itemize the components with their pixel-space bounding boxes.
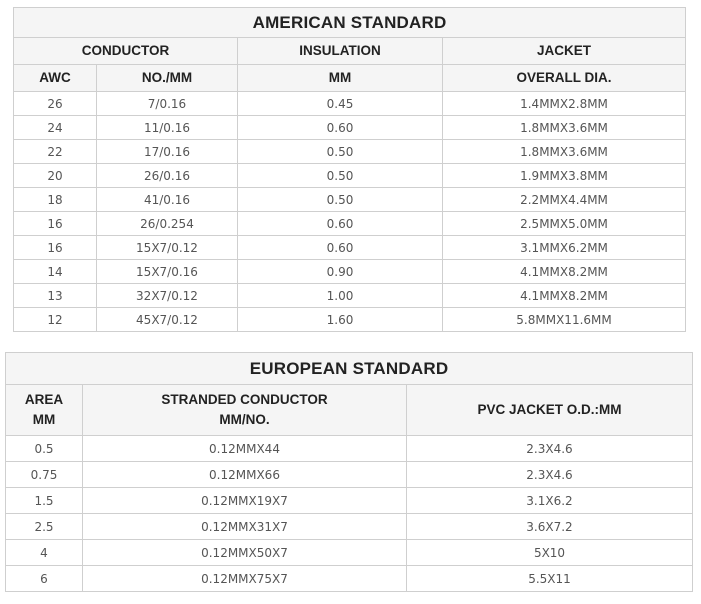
awc-cell: 16 — [14, 212, 97, 236]
area-header-line1: AREA — [24, 392, 64, 407]
stranded-conductor-header — [83, 385, 407, 436]
area-cell: 2.5 — [6, 514, 83, 540]
stranded-conductor-cell: 0.12MMX66 — [83, 462, 407, 488]
awc-cell: 13 — [14, 284, 97, 308]
overall-dia-cell: 2.5MMX5.0MM — [443, 212, 686, 236]
table-row — [14, 188, 686, 212]
awc-cell: 16 — [14, 236, 97, 260]
overall-dia-header: OVERALL DIA. — [443, 65, 686, 92]
european-standard-title: EUROPEAN STANDARD — [6, 353, 693, 385]
pvc-jacket-cell: 2.3X4.6 — [407, 462, 693, 488]
stranded-conductor-cell: 0.12MMX31X7 — [83, 514, 407, 540]
pvc-jacket-cell: 3.6X7.2 — [407, 514, 693, 540]
insulation-mm-cell: 0.60 — [238, 116, 443, 140]
conductor-header: CONDUCTOR — [14, 38, 238, 65]
awc-cell: 18 — [14, 188, 97, 212]
stranded-conductor-cell: 0.12MMX50X7 — [83, 540, 407, 566]
overall-dia-cell: 4.1MMX8.2MM — [443, 260, 686, 284]
table-row — [6, 514, 693, 540]
stranded-conductor-line1: STRANDED CONDUCTOR — [161, 392, 328, 407]
awc-header: AWC — [14, 65, 97, 92]
area-cell: 1.5 — [6, 488, 83, 514]
overall-dia-cell: 1.8MMX3.6MM — [443, 116, 686, 140]
insulation-mm-cell: 1.00 — [238, 284, 443, 308]
area-header-line2: MM — [32, 412, 56, 427]
awc-cell: 12 — [14, 308, 97, 332]
no-mm-cell: 15X7/0.16 — [97, 260, 238, 284]
table-row — [6, 488, 693, 514]
awc-cell: 22 — [14, 140, 97, 164]
insulation-mm-cell: 0.50 — [238, 164, 443, 188]
table-row — [6, 462, 693, 488]
table-row — [14, 308, 686, 332]
insulation-mm-cell: 0.60 — [238, 212, 443, 236]
table-row — [14, 164, 686, 188]
overall-dia-cell: 1.4MMX2.8MM — [443, 92, 686, 116]
overall-dia-cell: 1.9MMX3.8MM — [443, 164, 686, 188]
area-header — [6, 385, 83, 436]
awc-cell: 20 — [14, 164, 97, 188]
area-cell: 0.5 — [6, 436, 83, 462]
no-mm-cell: 11/0.16 — [97, 116, 238, 140]
area-cell: 0.75 — [6, 462, 83, 488]
insulation-mm-cell: 0.60 — [238, 236, 443, 260]
european-standard-table — [5, 352, 693, 592]
no-mm-cell: 7/0.16 — [97, 92, 238, 116]
table-row — [6, 436, 693, 462]
american-standard-title: AMERICAN STANDARD — [14, 8, 686, 38]
pvc-jacket-cell: 5X10 — [407, 540, 693, 566]
insulation-mm-cell: 0.45 — [238, 92, 443, 116]
table-row — [14, 140, 686, 164]
table-row — [14, 212, 686, 236]
overall-dia-cell: 3.1MMX6.2MM — [443, 236, 686, 260]
overall-dia-cell: 1.8MMX3.6MM — [443, 140, 686, 164]
no-mm-cell: 17/0.16 — [97, 140, 238, 164]
overall-dia-cell: 4.1MMX8.2MM — [443, 284, 686, 308]
no-mm-cell: 41/0.16 — [97, 188, 238, 212]
insulation-mm-cell: 0.50 — [238, 140, 443, 164]
awc-cell: 26 — [14, 92, 97, 116]
area-cell: 4 — [6, 540, 83, 566]
no-mm-cell: 26/0.254 — [97, 212, 238, 236]
insulation-mm-cell: 0.90 — [238, 260, 443, 284]
stranded-conductor-line2: MM/NO. — [219, 412, 270, 427]
insulation-header: INSULATION — [238, 38, 443, 65]
pvc-jacket-cell: 3.1X6.2 — [407, 488, 693, 514]
stranded-conductor-cell: 0.12MMX19X7 — [83, 488, 407, 514]
table-row — [14, 284, 686, 308]
stranded-conductor-cell: 0.12MMX75X7 — [83, 566, 407, 592]
table-row — [14, 92, 686, 116]
overall-dia-cell: 5.8MMX11.6MM — [443, 308, 686, 332]
awc-cell: 24 — [14, 116, 97, 140]
insulation-mm-cell: 0.50 — [238, 188, 443, 212]
insulation-mm-cell: 1.60 — [238, 308, 443, 332]
jacket-header: JACKET — [443, 38, 686, 65]
pvc-jacket-cell: 2.3X4.6 — [407, 436, 693, 462]
no-mm-cell: 45X7/0.12 — [97, 308, 238, 332]
pvc-jacket-header: PVC JACKET O.D.:MM — [407, 385, 693, 436]
pvc-jacket-cell: 5.5X11 — [407, 566, 693, 592]
area-cell: 6 — [6, 566, 83, 592]
table-row — [14, 236, 686, 260]
table-row — [14, 116, 686, 140]
no-mm-header: NO./MM — [97, 65, 238, 92]
overall-dia-cell: 2.2MMX4.4MM — [443, 188, 686, 212]
stranded-conductor-cell: 0.12MMX44 — [83, 436, 407, 462]
no-mm-cell: 32X7/0.12 — [97, 284, 238, 308]
table-row — [6, 540, 693, 566]
table-row — [6, 566, 693, 592]
table-row — [14, 260, 686, 284]
no-mm-cell: 26/0.16 — [97, 164, 238, 188]
american-standard-table — [13, 7, 686, 332]
awc-cell: 14 — [14, 260, 97, 284]
no-mm-cell: 15X7/0.12 — [97, 236, 238, 260]
mm-header: MM — [238, 65, 443, 92]
